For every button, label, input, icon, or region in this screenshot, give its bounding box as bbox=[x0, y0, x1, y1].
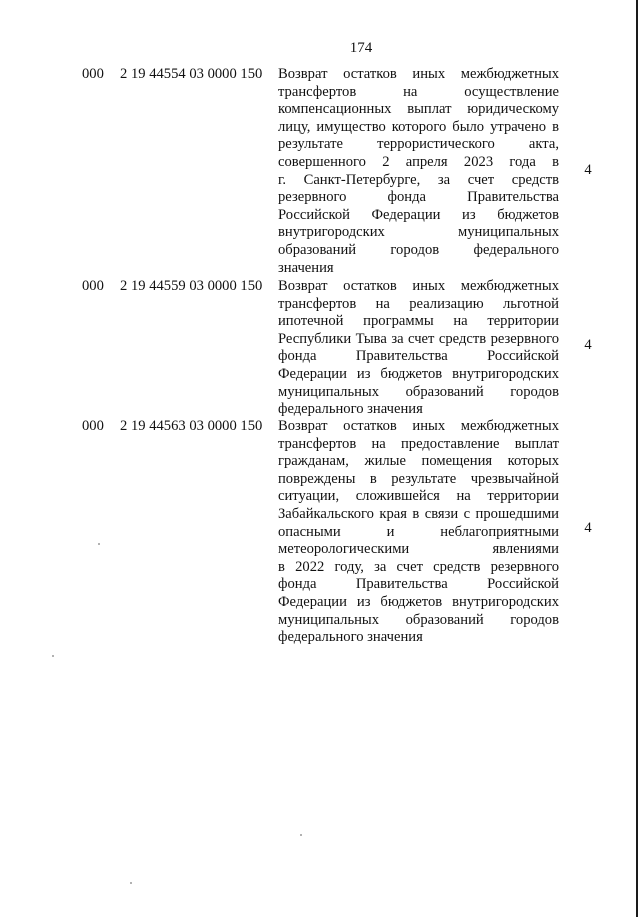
text-line: Российской Федерации из бюджетов bbox=[278, 206, 559, 223]
text-line: трансфертов на осуществление bbox=[278, 83, 559, 100]
scan-speck bbox=[52, 655, 54, 657]
text-line: Возврат остатков иных межбюджетных bbox=[278, 66, 559, 82]
income-name bbox=[278, 66, 559, 277]
income-name bbox=[278, 278, 559, 419]
text-line: Возврат остатков иных межбюджетных bbox=[278, 418, 559, 434]
distribution-norm: 4 bbox=[584, 520, 592, 536]
table-row bbox=[0, 418, 640, 648]
text-line: результате террористического акта, bbox=[278, 136, 559, 153]
table-row bbox=[0, 66, 640, 278]
budget-classification-code: 2 19 44554 03 0000 150 bbox=[120, 66, 263, 82]
text-line: образований городов федерального bbox=[278, 241, 559, 258]
text-line: трансфертов на предоставление выплат bbox=[278, 435, 559, 452]
text-line: г. Санкт-Петербурге, за счет средств bbox=[278, 171, 559, 188]
scan-speck bbox=[130, 882, 132, 884]
text-line: в 2022 году, за счет средств резервного bbox=[278, 558, 559, 575]
table-row bbox=[0, 278, 640, 418]
text-line: метеорологическими явлениями bbox=[278, 541, 559, 558]
text-line: Федерации из бюджетов внутригородских bbox=[278, 365, 559, 382]
admin-code: 000 bbox=[82, 418, 104, 434]
text-line: Возврат остатков иных межбюджетных bbox=[278, 278, 559, 294]
text-line: трансфертов на реализацию льготной bbox=[278, 295, 559, 312]
text-line: Республики Тыва за счет средств резервного bbox=[278, 330, 559, 347]
distribution-norm: 4 bbox=[584, 162, 592, 178]
text-line: внутригородских муниципальных bbox=[278, 224, 559, 241]
text-line: фонда Правительства Российской bbox=[278, 348, 559, 365]
budget-classification-code: 2 19 44563 03 0000 150 bbox=[120, 418, 263, 434]
admin-code: 000 bbox=[82, 278, 104, 294]
text-line: значения bbox=[278, 259, 334, 276]
text-line: Забайкальского края в связи с прошедшими bbox=[278, 505, 559, 522]
text-line: лицу, имущество которого было утрачено в bbox=[278, 118, 559, 135]
distribution-norm: 4 bbox=[584, 337, 592, 353]
text-line: Федерации из бюджетов внутригородских bbox=[278, 593, 559, 610]
income-name bbox=[278, 418, 559, 647]
text-line: компенсационных выплат юридическому bbox=[278, 101, 559, 118]
budget-classification-code: 2 19 44559 03 0000 150 bbox=[120, 278, 263, 294]
text-line: опасными и неблагоприятными bbox=[278, 523, 559, 540]
text-line: повреждены в результате чрезвычайной bbox=[278, 470, 559, 487]
text-line: муниципальных образований городов bbox=[278, 383, 559, 400]
text-line: совершенного 2 апреля 2023 года в bbox=[278, 153, 559, 170]
text-line: гражданам, жилые помещения которых bbox=[278, 453, 559, 470]
text-line: ипотечной программы на территории bbox=[278, 313, 559, 330]
scan-speck bbox=[300, 834, 302, 836]
text-line: ситуации, сложившейся на территории bbox=[278, 488, 559, 505]
scan-speck bbox=[98, 543, 100, 545]
text-line: резервного фонда Правительства bbox=[278, 189, 559, 206]
text-line: муниципальных образований городов bbox=[278, 611, 559, 628]
text-line: фонда Правительства Российской bbox=[278, 576, 559, 593]
page-number: 174 bbox=[349, 40, 373, 56]
text-line: федерального значения bbox=[278, 401, 423, 418]
admin-code: 000 bbox=[82, 66, 104, 82]
text-line: федерального значения bbox=[278, 629, 423, 646]
